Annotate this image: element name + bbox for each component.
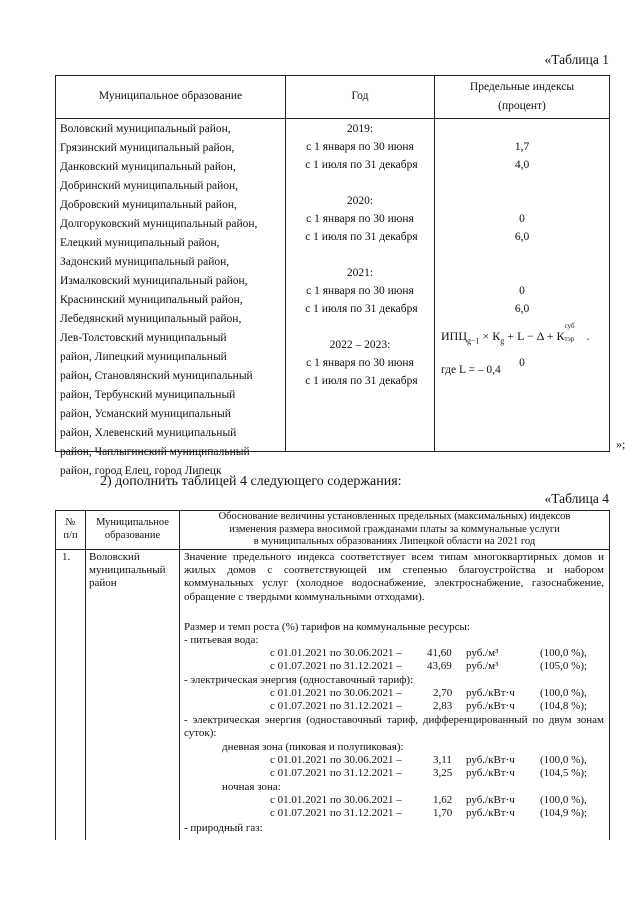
- day-zone-label: дневная зона (пиковая и полупиковая):: [222, 741, 404, 753]
- value: 3,25: [433, 767, 453, 779]
- value: 1,70: [433, 807, 453, 819]
- pct: (100,0 %),: [540, 794, 587, 806]
- formula-ipts: ИПЦ: [441, 329, 467, 343]
- table4-col-divider-1: [85, 510, 86, 840]
- table4-header-justification: Обоснование величины установленных предельных (максимальных) индексов изменения размера вносимой гражданами платы за коммунальные услуги в муниципальных образованиях Липецкой области на 2021 год: [218, 511, 571, 547]
- table1-municipalities: Воловский муниципальный район, Грязинский муниципальный район, Данковский муниципальный район, Добринский муниципальный район, Добровский муниципальный район, Долгоруковский муниципальный район, Елецкий муниципальный район, Задонский муниципальный район, Измалковский муниципальный район, Краснинский муниципальный район, Лебедянский муниципальный район, Лев-Толстовский муниципальный район, Липецкий муниципальный район, Становлянский муниципальный район, Тербунский муниципальный район, Усманский муниципальный район, Хлевенский муниципальный район, Чаплыгинский муниципальный район, город Елец, город Липецк: [60, 123, 258, 477]
- unit: руб./м³: [466, 647, 499, 659]
- night-zone-label: ночная зона:: [222, 781, 281, 793]
- pct: (100,0 %),: [540, 687, 587, 699]
- formula-k2-sup: суб: [564, 322, 575, 330]
- pct: (100,0 %),: [540, 754, 587, 766]
- table4-border-left: [55, 510, 56, 840]
- pct: (104,8 %);: [540, 700, 588, 712]
- table4-row-num: 1.: [62, 551, 71, 563]
- table4-tariff-heading: Размер и темп роста (%) тарифов на коммунальные ресурсы:: [184, 621, 470, 633]
- table4-header-divider: [55, 549, 610, 550]
- period: с 01.01.2021 по 30.06.2021 –: [270, 647, 402, 659]
- value: 3,11: [433, 754, 452, 766]
- table1-header-year: Год: [351, 90, 369, 102]
- table1-border-right: [609, 75, 610, 452]
- table1-header-divider: [55, 118, 610, 119]
- formula-k-sub: g: [500, 336, 505, 346]
- formula-k: × К: [479, 329, 501, 343]
- period: с 01.01.2021 по 30.06.2021 –: [270, 687, 402, 699]
- water-label: - питьевая вода:: [184, 634, 259, 646]
- table1-caption: «Таблица 1: [544, 52, 609, 67]
- amendment-text: 2) дополнить таблицей 4 следующего содержания:: [100, 474, 402, 489]
- pct: (105,0 %);: [540, 660, 588, 672]
- table1-border-top: [55, 75, 610, 76]
- gas-label: - природный газ:: [184, 822, 263, 834]
- table4-intro-text: Значение предельного индекса соответствует всем типам многоквартирных домов и жилых домов с соответствующей им степенью благоустройства и набором коммунальных услуг (холодное водоснабжение, электроснабжение, газоснабжение, обращение с твердыми коммунальными отходами).: [184, 551, 604, 603]
- formula-k2-sub: тэр: [564, 335, 575, 343]
- table4-header-num: № п/п: [63, 517, 78, 541]
- period: с 01.01.2021 по 30.06.2021 –: [270, 794, 402, 806]
- table1-header-municipality: Муниципальное образование: [98, 90, 243, 102]
- unit: руб./кВт·ч: [466, 807, 515, 819]
- unit: руб./кВт·ч: [466, 687, 515, 699]
- unit: руб./кВт·ч: [466, 700, 515, 712]
- period: с 01.07.2021 по 31.12.2021 –: [270, 660, 402, 672]
- table4-col-divider-2: [179, 510, 180, 840]
- period: с 01.07.2021 по 31.12.2021 –: [270, 767, 402, 779]
- pct: (104,9 %);: [540, 807, 588, 819]
- value: 2,83: [433, 700, 453, 712]
- elec-single-label: - электрическая энергия (одноставочный тариф):: [184, 674, 414, 686]
- value: 41,60: [427, 647, 452, 659]
- pct: (100,0 %),: [540, 647, 587, 659]
- formula-rest: + L − Δ + К: [504, 329, 565, 343]
- period: с 01.07.2021 по 31.12.2021 –: [270, 807, 402, 819]
- pct: (104,5 %);: [540, 767, 588, 779]
- table4-border-right: [609, 510, 610, 840]
- table1-border-left: [55, 75, 56, 452]
- formula-end: .: [586, 329, 590, 343]
- table4-caption: «Таблица 4: [544, 491, 609, 506]
- value: 43,69: [427, 660, 452, 672]
- table1-closing: »;: [616, 437, 626, 451]
- table1-years: 2019: с 1 января по 30 июня с 1 июля по 31 декабря 2020: с 1 января по 30 июня с 1 июля по 31 декабря 2021: с 1 января по 30 июня с 1 июля по 31 декабря 2022 – 2023: с 1 января по 30 июня с 1 июля по 31 декабря: [305, 123, 418, 387]
- period: с 01.07.2021 по 31.12.2021 –: [270, 700, 402, 712]
- unit: руб./м³: [466, 660, 499, 672]
- table1-formula: [441, 322, 590, 346]
- table1-indices: 1,7 4,0 0 6,0 0 6,0 0: [514, 141, 530, 369]
- period: с 01.01.2021 по 30.06.2021 –: [270, 754, 402, 766]
- unit: руб./кВт·ч: [466, 767, 515, 779]
- table1-where-note: где L = – 0,4: [441, 364, 501, 376]
- formula-ipts-sub: g−1: [467, 336, 480, 346]
- elec-diff-label: - электрическая энергия (одноставочный тариф, дифференцированный по двум зонам суток):: [184, 714, 604, 740]
- unit: руб./кВт·ч: [466, 754, 515, 766]
- value: 2,70: [433, 687, 453, 699]
- unit: руб./кВт·ч: [466, 794, 515, 806]
- table4-header-municipality: Муниципальное образование: [96, 517, 169, 541]
- table1-header-index: Предельные индексы (процент): [469, 81, 575, 112]
- value: 1,62: [433, 794, 453, 806]
- table4-row-municipality: Воловский муниципальный район: [89, 551, 166, 590]
